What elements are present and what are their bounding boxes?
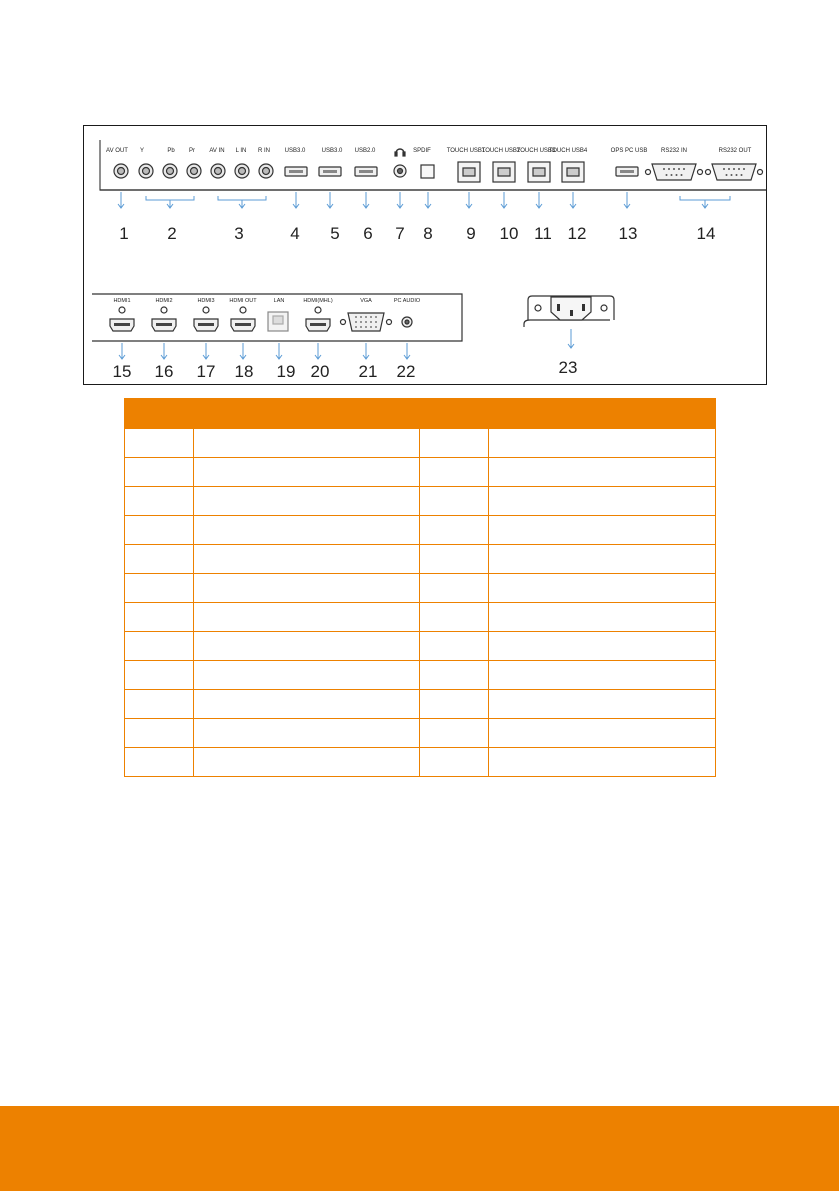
db9-screw — [706, 170, 711, 175]
table-cell — [125, 429, 194, 458]
callout-number-12: 12 — [567, 224, 587, 243]
callout-number-2: 2 — [167, 224, 177, 243]
label-av-out: AV OUT — [106, 148, 128, 154]
table-cell — [489, 545, 716, 574]
callout-number-22: 22 — [396, 362, 416, 381]
vga-screw — [341, 320, 346, 325]
label-ops-pc-usb: OPS PC USB — [610, 148, 648, 154]
table-header-cell — [194, 399, 420, 429]
callout-number-16: 16 — [154, 362, 174, 381]
db9-pin — [726, 174, 728, 176]
vga-pin — [365, 316, 367, 318]
label-rs232-in: RS232 IN — [660, 148, 688, 154]
db9-pin — [743, 168, 745, 170]
pc-audio-jack-hole — [405, 320, 409, 324]
rca-jack-inner — [215, 168, 222, 175]
indicator-led — [315, 307, 321, 313]
usb-a-port-tongue — [359, 170, 373, 173]
table-header-cell — [125, 399, 194, 429]
table-row — [125, 603, 716, 632]
db9-pin — [736, 174, 738, 176]
db9-pin — [738, 168, 740, 170]
table-row — [125, 661, 716, 690]
hdmi-port-contacts — [114, 323, 130, 326]
usb-a-port-tongue — [620, 170, 634, 173]
db9-port — [712, 164, 756, 180]
label-pc-audio: PC AUDIO — [393, 298, 421, 304]
power-inlet-pin — [570, 310, 573, 316]
table-cell — [194, 748, 420, 777]
callout-number-8: 8 — [423, 224, 433, 243]
label-usb20: USB2.0 — [354, 148, 376, 154]
indicator-led — [161, 307, 167, 313]
group-bracket — [146, 196, 194, 200]
label-hdmi-mhl: HDMI(MHL) — [303, 298, 333, 304]
table-cell — [420, 487, 489, 516]
vga-pin — [370, 326, 372, 328]
vga-pin — [360, 326, 362, 328]
callout-number-6: 6 — [363, 224, 373, 243]
db9-pin — [733, 168, 735, 170]
label-spdif: SPDIF — [413, 148, 431, 154]
table-row — [125, 632, 716, 661]
table-cell — [194, 458, 420, 487]
table-cell — [194, 719, 420, 748]
table-header-cell — [420, 399, 489, 429]
label-touch-usb3: TOUCH USB3 — [516, 148, 556, 154]
callout-number-11: 11 — [534, 224, 552, 243]
table-cell — [420, 545, 489, 574]
spdif-port — [421, 165, 434, 178]
label-usb30-b: USB3.0 — [321, 148, 343, 154]
usb-b-port-inner — [498, 168, 510, 176]
rca-jack-inner — [263, 168, 270, 175]
label-av-in: AV IN — [209, 148, 225, 154]
table-cell — [420, 632, 489, 661]
db9-pin — [676, 174, 678, 176]
vga-pin — [370, 321, 372, 323]
power-inlet-pin — [582, 304, 585, 311]
rca-jack-inner — [191, 168, 198, 175]
table-cell — [489, 429, 716, 458]
table-cell — [489, 661, 716, 690]
db9-screw — [758, 170, 763, 175]
table-cell — [125, 632, 194, 661]
table-cell — [125, 661, 194, 690]
callout-number-17: 17 — [196, 362, 216, 381]
vga-screw — [387, 320, 392, 325]
table-row — [125, 516, 716, 545]
vga-pin — [375, 326, 377, 328]
table-cell — [194, 661, 420, 690]
db9-pin — [673, 168, 675, 170]
table-cell — [194, 487, 420, 516]
db9-pin — [668, 168, 670, 170]
table-row — [125, 690, 716, 719]
table-cell — [489, 487, 716, 516]
footer-bar — [0, 1106, 839, 1191]
vga-pin — [355, 316, 357, 318]
table-cell — [420, 690, 489, 719]
lan-port-inner — [273, 316, 283, 324]
table-cell — [125, 748, 194, 777]
label-hdmi2: HDMI2 — [155, 298, 173, 304]
vga-pin — [360, 321, 362, 323]
vga-pin — [370, 316, 372, 318]
table-cell — [125, 690, 194, 719]
audio-jack-hole — [398, 169, 403, 174]
table-cell — [420, 719, 489, 748]
label-pb: Pb — [167, 148, 175, 154]
indicator-led — [203, 307, 209, 313]
rca-jack-inner — [239, 168, 246, 175]
table-cell — [125, 516, 194, 545]
callout-number-9: 9 — [466, 224, 476, 243]
table-header-cell — [489, 399, 716, 429]
label-touch-usb2: TOUCH USB2 — [481, 148, 521, 154]
table-cell — [489, 748, 716, 777]
db9-pin — [666, 174, 668, 176]
usb-b-port-inner — [533, 168, 545, 176]
label-r-in: R IN — [258, 148, 270, 154]
table-header-row — [125, 399, 716, 429]
table-cell — [194, 574, 420, 603]
label-hdmi3: HDMI3 — [197, 298, 215, 304]
connector-panel-diagram — [84, 126, 766, 384]
callout-number-10: 10 — [499, 224, 519, 243]
table-cell — [489, 719, 716, 748]
table-cell — [489, 574, 716, 603]
usb-b-port-inner — [567, 168, 579, 176]
table-cell — [125, 603, 194, 632]
table-cell — [489, 632, 716, 661]
callout-number-23: 23 — [558, 358, 578, 377]
table-cell — [489, 690, 716, 719]
table-cell — [420, 603, 489, 632]
usb-a-port-tongue — [289, 170, 303, 173]
db9-pin — [671, 174, 673, 176]
db9-screw — [646, 170, 651, 175]
callout-number-3: 3 — [234, 224, 244, 243]
db9-pin — [741, 174, 743, 176]
headphone-icon-right — [403, 152, 405, 156]
table-cell — [420, 748, 489, 777]
rca-jack-inner — [118, 168, 125, 175]
vga-pin — [365, 321, 367, 323]
label-touch-usb1: TOUCH USB1 — [446, 148, 486, 154]
table-cell — [194, 690, 420, 719]
label-lan: LAN — [273, 298, 285, 304]
hdmi-port-contacts — [156, 323, 172, 326]
callout-number-18: 18 — [234, 362, 254, 381]
label-touch-usb4: TOUCH USB4 — [548, 148, 588, 154]
callout-number-15: 15 — [112, 362, 132, 381]
table-cell — [194, 429, 420, 458]
table-row — [125, 545, 716, 574]
db9-screw — [698, 170, 703, 175]
table-cell — [420, 516, 489, 545]
label-rs232-out: RS232 OUT — [718, 148, 752, 154]
db9-pin — [728, 168, 730, 170]
db9-port — [652, 164, 696, 180]
table-cell — [125, 574, 194, 603]
table-cell — [125, 487, 194, 516]
table-row — [125, 429, 716, 458]
db9-pin — [678, 168, 680, 170]
table-cell — [489, 603, 716, 632]
callout-number-21: 21 — [358, 362, 378, 381]
vga-pin — [355, 326, 357, 328]
label-hdmi1: HDMI1 — [113, 298, 131, 304]
table-row — [125, 719, 716, 748]
rca-jack-inner — [167, 168, 174, 175]
power-inlet-pin — [557, 304, 560, 311]
db9-pin — [683, 168, 685, 170]
callout-number-1: 1 — [119, 224, 129, 243]
vga-pin — [375, 316, 377, 318]
table-cell — [420, 574, 489, 603]
group-bracket — [680, 196, 730, 200]
table-row — [125, 458, 716, 487]
table-cell — [489, 516, 716, 545]
port-table — [124, 398, 716, 777]
label-vga: VGA — [360, 298, 372, 304]
hdmi-port-contacts — [310, 323, 326, 326]
table-cell — [125, 545, 194, 574]
callout-number-7: 7 — [395, 224, 405, 243]
table-cell — [194, 632, 420, 661]
vga-pin — [375, 321, 377, 323]
rca-jack-inner — [143, 168, 150, 175]
table-cell — [489, 458, 716, 487]
callout-number-5: 5 — [330, 224, 340, 243]
indicator-led — [240, 307, 246, 313]
db9-pin — [681, 174, 683, 176]
indicator-led — [119, 307, 125, 313]
table-cell — [125, 719, 194, 748]
group-bracket — [218, 196, 266, 200]
label-pr: Pr — [189, 148, 195, 154]
power-inlet-screw — [535, 305, 541, 311]
usb-a-port-tongue — [323, 170, 337, 173]
vga-pin — [360, 316, 362, 318]
db9-pin — [723, 168, 725, 170]
label-hdmi-out: HDMI OUT — [229, 298, 257, 304]
table-cell — [194, 603, 420, 632]
headphone-icon-left — [395, 152, 397, 156]
label-usb30-a: USB3.0 — [284, 148, 306, 154]
table-cell — [194, 516, 420, 545]
power-inlet-screw — [601, 305, 607, 311]
callout-number-4: 4 — [290, 224, 300, 243]
table-row — [125, 487, 716, 516]
label-y: Y — [139, 148, 145, 154]
table-cell — [420, 661, 489, 690]
hdmi-port-contacts — [235, 323, 251, 326]
vga-pin — [365, 326, 367, 328]
db9-pin — [663, 168, 665, 170]
hdmi-port-contacts — [198, 323, 214, 326]
callout-number-20: 20 — [310, 362, 330, 381]
callout-number-13: 13 — [618, 224, 638, 243]
table-cell — [420, 429, 489, 458]
vga-pin — [355, 321, 357, 323]
db9-pin — [731, 174, 733, 176]
table-cell — [420, 458, 489, 487]
usb-b-port-inner — [463, 168, 475, 176]
callout-number-19: 19 — [276, 362, 296, 381]
callout-number-14: 14 — [696, 224, 716, 243]
table-cell — [194, 545, 420, 574]
label-l-in: L IN — [235, 148, 247, 154]
table-row — [125, 748, 716, 777]
power-panel-edge — [524, 320, 610, 327]
connector-panel-figure — [83, 125, 767, 385]
table-cell — [125, 458, 194, 487]
table-row — [125, 574, 716, 603]
